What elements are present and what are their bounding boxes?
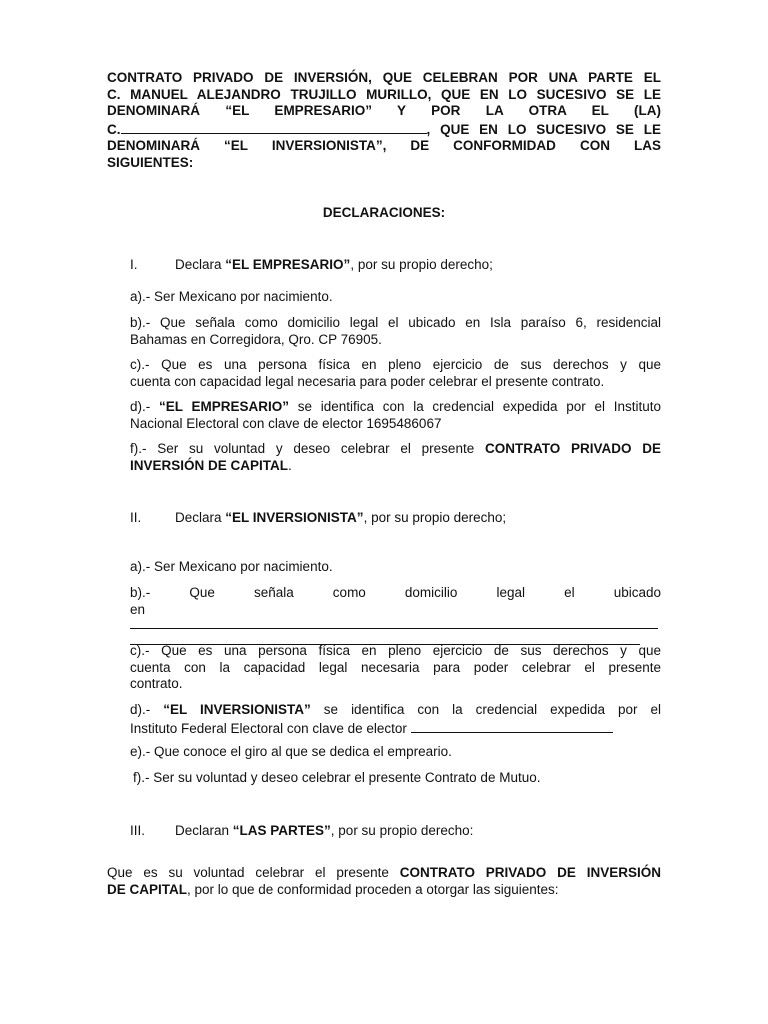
intro-suffix: , QUE EN LO SUCESIVO SE LE (426, 121, 661, 137)
section-text: , por su propio derecho; (350, 257, 493, 272)
contract-title: DE CAPITAL (107, 881, 187, 897)
clause-text: b).- Que señala como domicilio legal el ubicado en (130, 585, 661, 617)
clause-text: c).- Que es una persona física en pleno ejercicio de sus derechos y que (130, 643, 661, 658)
clause-text: contrato. (130, 676, 183, 691)
closing-text: , por lo que de conformidad proceden a otorgar las siguientes: (187, 881, 559, 897)
intro-line: DENOMINARÁ “EL INVERSIONISTA”, DE CONFORMIDAD CON LAS (107, 138, 661, 153)
section-text: Declaran (175, 823, 233, 838)
clause-f (133, 770, 664, 787)
closing-text (107, 865, 661, 882)
closing-paragraph (107, 865, 661, 898)
clause-text: f).- Ser su voluntad y deseo celebrar el presente Contrato de Mutuo. (133, 770, 541, 785)
clause-text: Instituto Federal Electoral con clave de elector (130, 720, 411, 736)
clause-text: b).- Que señala como domicilio legal el ubicado en Isla paraíso 6, residencial (130, 315, 661, 330)
clause-c (130, 357, 661, 390)
investor-name-blank[interactable] (121, 120, 427, 134)
section-3-title (130, 823, 473, 840)
clause-d (130, 399, 661, 432)
clause-text: se identifica con la credencial expedida por el (310, 702, 661, 717)
clause-text: c).- Que es una persona física en pleno ejercicio de sus derechos y que (130, 357, 661, 372)
intro-prefix: C. (107, 121, 121, 137)
clause-text: f).- Ser su voluntad y deseo celebrar el presente (130, 441, 485, 456)
clause-text: e).- Que conoce el giro al que se dedica el empreario. (130, 744, 452, 759)
contract-title: INVERSIÓN DE CAPITAL (130, 457, 289, 473)
section-text: , por su propio derecho; (363, 510, 507, 525)
clause-text: cuenta con la capacidad legal necesaria para poder celebrar el presente (130, 659, 661, 675)
clause-text: Bahamas en Corregidora, Qro. CP 76905. (130, 331, 382, 347)
section-number: II. (130, 510, 142, 525)
clause-text (130, 702, 661, 719)
clause-text (130, 441, 661, 458)
section-2-title (130, 510, 506, 527)
clause-text: Nacional Electoral con clave de elector 1695486067 (130, 415, 442, 431)
intro-line: C. MANUEL ALEJANDRO TRUJILLO MURILLO, QUE EN LO SUCESIVO SE LE (107, 86, 661, 102)
party-name: “EL EMPRESARIO” (158, 399, 289, 414)
section-heading: DECLARACIONES: (322, 205, 446, 220)
intro-line-blank (107, 120, 661, 139)
intro-line: CONTRATO PRIVADO DE INVERSIÓN, QUE CELEBRAN POR UNA PARTE EL (107, 70, 661, 85)
clause-a (130, 289, 661, 306)
clause-b (130, 585, 661, 645)
clause-b (130, 315, 661, 348)
intro-line: DENOMINARÁ “EL EMPRESARIO” Y POR LA OTRA EL (LA) (107, 103, 661, 118)
address-blank-line[interactable] (130, 628, 658, 629)
contract-title: CONTRATO PRIVADO DE INVERSIÓN (399, 865, 661, 880)
clause-text (130, 458, 661, 475)
contract-intro (107, 70, 661, 171)
clause-text: se identifica con la credencial expedida por el Instituto (288, 399, 661, 414)
clause-c (130, 643, 661, 693)
clause-f (130, 441, 661, 474)
contract-title: CONTRATO PRIVADO DE (484, 441, 661, 456)
party-name: “EL EMPRESARIO” (225, 257, 351, 272)
clause-d (130, 702, 661, 737)
section-text: , por su propio derecho: (330, 823, 474, 838)
section-text: Declara (175, 510, 226, 525)
clause-text: . (288, 457, 292, 473)
clause-text: cuenta con capacidad legal necesaria para poder celebrar el presente contrato. (130, 373, 605, 389)
section-text: Declara (175, 257, 226, 272)
clause-text (130, 399, 661, 416)
clause-text (130, 719, 661, 738)
party-name: “EL INVERSIONISTA” (163, 702, 311, 717)
clause-label: d).- (130, 702, 164, 717)
closing-text (107, 882, 661, 899)
clause-text: a).- Ser Mexicano por nacimiento. (130, 289, 333, 304)
closing-text: Que es su voluntad celebrar el presente (107, 865, 400, 880)
clause-e (130, 744, 661, 761)
elector-key-blank[interactable] (411, 719, 613, 733)
clause-text: a).- Ser Mexicano por nacimiento. (130, 559, 333, 574)
section-number: I. (130, 257, 138, 272)
intro-line: SIGUIENTES: (107, 154, 194, 170)
party-name: “EL INVERSIONISTA” (225, 510, 364, 525)
section-1-title (130, 257, 493, 274)
clause-a (130, 559, 661, 576)
party-name: “LAS PARTES” (232, 823, 331, 838)
section-number: III. (130, 823, 146, 838)
clause-label: d).- (130, 399, 159, 414)
